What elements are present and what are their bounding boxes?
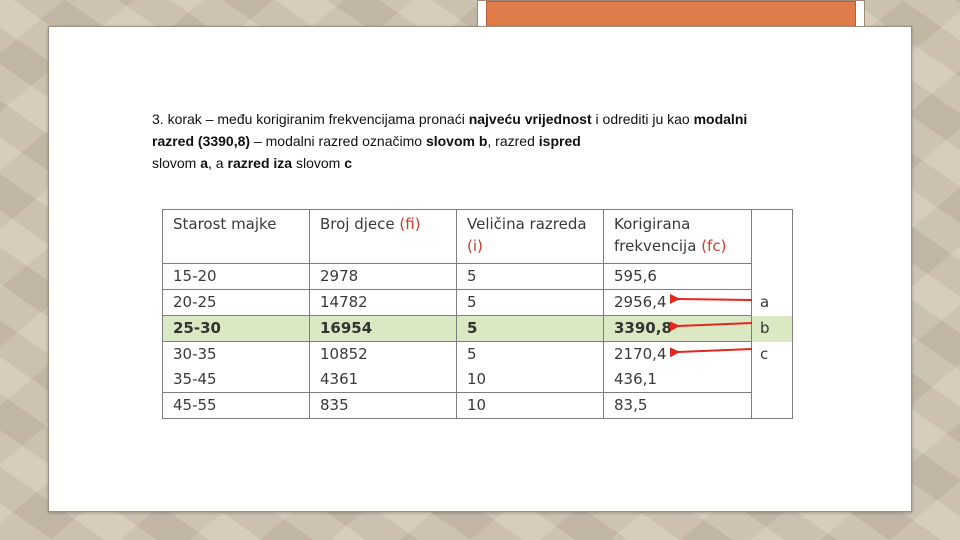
cell-age: 30-35 — [163, 342, 310, 368]
cell-age: 35-45 — [163, 367, 310, 393]
intro-bold: ispred — [538, 133, 581, 149]
table-row-modal — [163, 316, 793, 342]
cell-age: 45-55 — [163, 393, 310, 419]
table-row — [163, 393, 793, 419]
table-header-row — [163, 210, 793, 264]
cell-count: 835 — [310, 393, 457, 419]
intro-text: slovom — [152, 155, 201, 171]
intro-text: slovom — [292, 155, 345, 171]
cell-size: 10 — [457, 367, 604, 393]
cell-count: 4361 — [310, 367, 457, 393]
table-row — [163, 342, 793, 368]
intro-text: – modalni razred označimo — [250, 133, 426, 149]
cell-size: 5 — [457, 316, 604, 342]
cell-size: 5 — [457, 342, 604, 368]
cell-count: 14782 — [310, 290, 457, 316]
cell-fc: 436,1 — [604, 367, 752, 393]
cell-mark: a — [752, 290, 793, 316]
cell-size: 5 — [457, 264, 604, 290]
header-count: Broj djece (fi) — [310, 210, 457, 264]
cell-fc: 83,5 — [604, 393, 752, 419]
intro-bold: c — [344, 155, 353, 171]
cell-fc: 595,6 — [604, 264, 752, 290]
cell-mark: b — [752, 316, 793, 342]
header-age: Starost majke — [163, 210, 310, 264]
intro-text: , a — [208, 155, 228, 171]
cell-mark — [752, 264, 793, 290]
intro-text: , razred — [487, 133, 539, 149]
cell-count: 10852 — [310, 342, 457, 368]
cell-fc: 3390,8 — [604, 316, 752, 342]
table-row — [163, 264, 793, 290]
intro-bold: modalni razred (3390,8) — [152, 111, 748, 149]
header-corrected-frequency: Korigirana frekvencija (fc) — [604, 210, 752, 264]
cell-fc: 2956,4 — [604, 290, 752, 316]
table-row — [163, 290, 793, 316]
cell-count: 16954 — [310, 316, 457, 342]
table-row — [163, 367, 793, 393]
header-mark — [752, 210, 793, 264]
cell-count: 2978 — [310, 264, 457, 290]
cell-mark: c — [752, 342, 793, 368]
cell-age: 25-30 — [163, 316, 310, 342]
frequency-table — [162, 209, 793, 419]
intro-text: 3. korak – među korigiranim frekvencijama pronaći — [152, 111, 469, 127]
header-class-size: Veličina razreda (i) — [457, 210, 604, 264]
intro-bold: najveću vrijednost — [468, 111, 592, 127]
cell-fc: 2170,4 — [604, 342, 752, 368]
intro-text: i odrediti ju kao — [591, 111, 694, 127]
cell-mark — [752, 393, 793, 419]
cell-age: 20-25 — [163, 290, 310, 316]
cell-mark — [752, 367, 793, 393]
step-description — [152, 108, 792, 174]
intro-bold: slovom b — [425, 133, 488, 149]
cell-size: 5 — [457, 290, 604, 316]
cell-age: 15-20 — [163, 264, 310, 290]
intro-bold: razred iza — [227, 155, 293, 171]
intro-bold: a — [200, 155, 209, 171]
cell-size: 10 — [457, 393, 604, 419]
